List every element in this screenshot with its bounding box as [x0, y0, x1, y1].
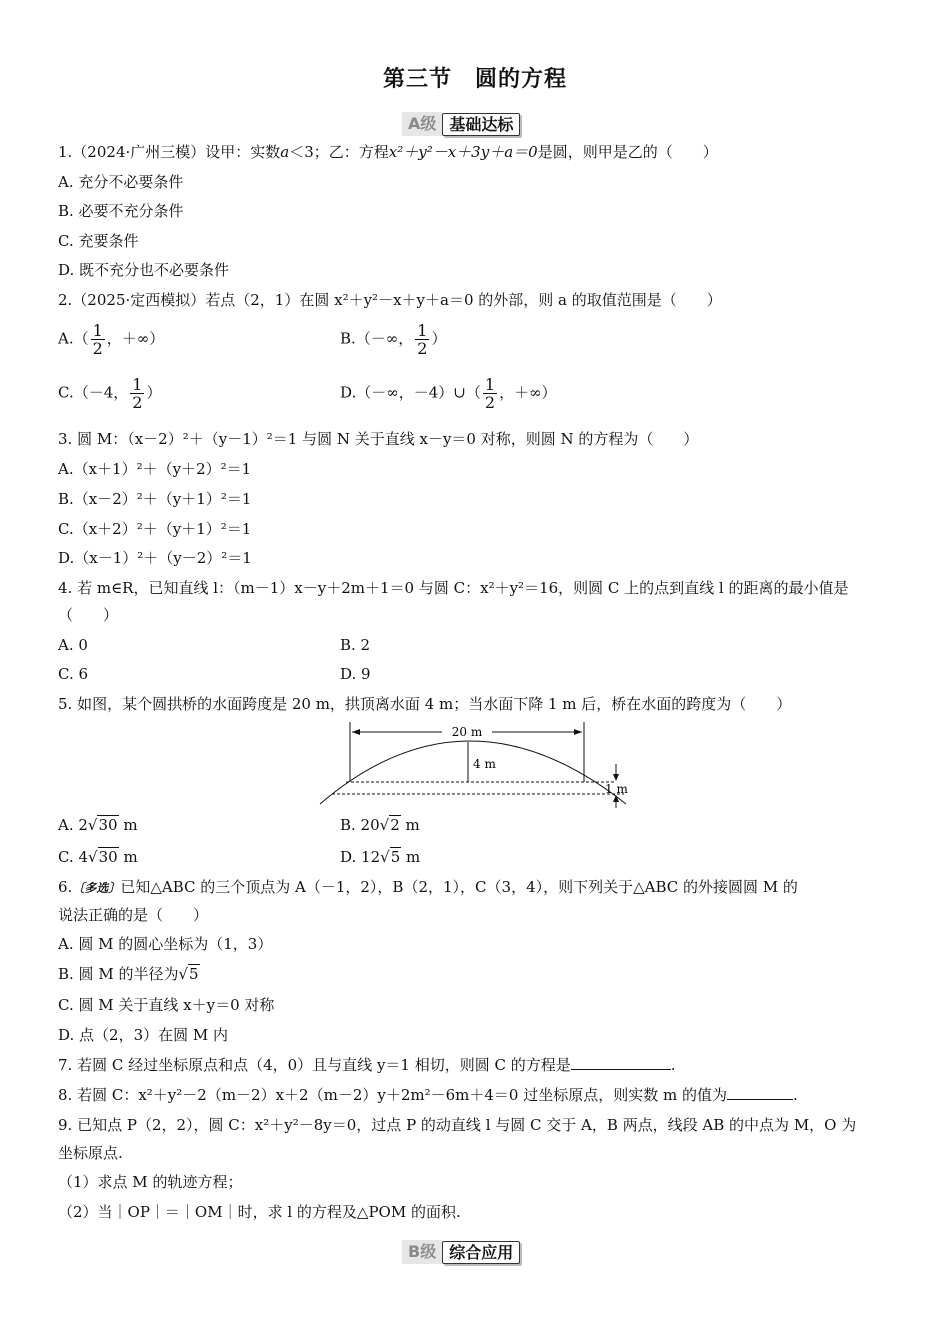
- q6-option-a: A. 圆 M 的圆心坐标为（1，3）: [58, 935, 273, 953]
- q6-option-b: B. 圆 M 的半径为√5: [58, 965, 199, 983]
- q6-stem: 6.〔多选〕已知△ABC 的三个顶点为 A（－1，2），B（2，1），C（3，4），则下列关于△ABC 的外接圆圆 M 的: [58, 878, 798, 896]
- level-a-name: 基础达标: [442, 113, 520, 136]
- q6-stem-cont: 说法正确的是（ ）: [58, 906, 209, 924]
- q4-stem: 4. 若 m∈R，已知直线 l：（m－1）x－y＋2m＋1＝0 与圆 C：x²＋y²＝16，则圆 C 上的点到直线 l 的距离的最小值是: [58, 579, 849, 597]
- multi-select-tag: 〔多选〕: [72, 881, 121, 895]
- level-a-tag: A级: [402, 112, 442, 136]
- level-b-name: 综合应用: [442, 1241, 520, 1264]
- q1-stem: 1.（2024·广州三模）设甲：实数a＜3；乙：方程x²＋y²－x＋3y＋a＝0是圆，则甲是乙的（ ）: [58, 143, 718, 161]
- q4-option-a: A. 0: [58, 636, 88, 654]
- q8-stem: 8. 若圆 C：x²＋y²－2（m－2）x＋2（m－2）y＋2m²－6m＋4＝0 过坐标原点，则实数 m 的值为 .: [58, 1086, 798, 1104]
- q4-stem-cont: （ ）: [58, 606, 119, 624]
- q2-stem: 2.（2025·定西模拟）若点（2，1）在圆 x²＋y²－x＋y＋a＝0 的外部，则 a 的取值范围是（ ）: [58, 291, 722, 309]
- q3-option-d: D.（x－1）²＋（y－2）²＝1: [58, 549, 252, 567]
- q1-option-a: A. 充分不必要条件: [58, 173, 184, 191]
- q1-option-d: D. 既不充分也不必要条件: [58, 261, 230, 279]
- q6-option-c: C. 圆 M 关于直线 x＋y＝0 对称: [58, 996, 275, 1014]
- q2-option-a: A.（ $\frac{1}{2}$ ，＋∞）: [58, 321, 165, 358]
- q9-sub1: （1）求点 M 的轨迹方程；: [58, 1173, 243, 1191]
- q4-option-c: C. 6: [58, 665, 89, 683]
- page-title: 第三节 圆的方程: [382, 67, 567, 92]
- q5-option-c: C. 4√30 m: [58, 848, 138, 866]
- q1-option-b: B. 必要不充分条件: [58, 202, 184, 220]
- q2-option-c: C.（－4， $\frac{1}{2}$ ）: [58, 375, 162, 412]
- arch-bridge-figure: [318, 718, 633, 808]
- q3-option-b: B.（x－2）²＋（y＋1）²＝1: [58, 490, 252, 508]
- q5-option-d: D. 12√5 m: [340, 848, 421, 866]
- span-label: 20 m: [451, 725, 483, 739]
- q4-option-b: B. 2: [340, 636, 371, 654]
- q9-sub2: （2）当｜OP｜＝｜OM｜时，求 l 的方程及△POM 的面积.: [58, 1203, 461, 1221]
- level-b-tag: B级: [402, 1240, 442, 1264]
- q9-stem-cont: 坐标原点.: [58, 1144, 123, 1162]
- q2-option-d: D.（－∞，－4）∪（ $\frac{1}{2}$ ，＋∞）: [340, 375, 557, 412]
- q4-option-d: D. 9: [340, 665, 371, 683]
- height-label: 4 m: [473, 757, 496, 771]
- q5-stem: 5. 如图，某个圆拱桥的水面跨度是 20 m，拱顶离水面 4 m；当水面下降 1 m 后，桥在水面的跨度为（ ）: [58, 695, 792, 713]
- q3-option-a: A.（x＋1）²＋（y＋2）²＝1: [58, 460, 252, 478]
- q5-option-b: B. 20√2 m: [340, 816, 420, 834]
- q7-answer-blank[interactable]: [571, 1055, 671, 1070]
- q6-option-d: D. 点（2，3）在圆 M 内: [58, 1026, 229, 1044]
- q3-option-c: C.（x＋2）²＋（y＋1）²＝1: [58, 520, 252, 538]
- q2-option-b: B.（－∞， $\frac{1}{2}$ ）: [340, 321, 447, 358]
- drop-label: 1 m: [605, 782, 628, 796]
- level-b-header: [402, 1240, 520, 1264]
- q3-stem: 3. 圆 M：（x－2）²＋（y－1）²＝1 与圆 N 关于直线 x－y＝0 对称，则圆 N 的方程为（ ）: [58, 430, 699, 448]
- level-a-header: [402, 112, 520, 136]
- q1-option-c: C. 充要条件: [58, 232, 139, 250]
- q9-stem: 9. 已知点 P（2，2），圆 C：x²＋y²－8y＝0，过点 P 的动直线 l 与圆 C 交于 A，B 两点，线段 AB 的中点为 M，O 为: [58, 1116, 857, 1134]
- q8-answer-blank[interactable]: [727, 1085, 793, 1100]
- q5-option-a: A. 2√30 m: [58, 816, 138, 834]
- q7-stem: 7. 若圆 C 经过坐标原点和点（4，0）且与直线 y＝1 相切，则圆 C 的方程是 .: [58, 1056, 676, 1074]
